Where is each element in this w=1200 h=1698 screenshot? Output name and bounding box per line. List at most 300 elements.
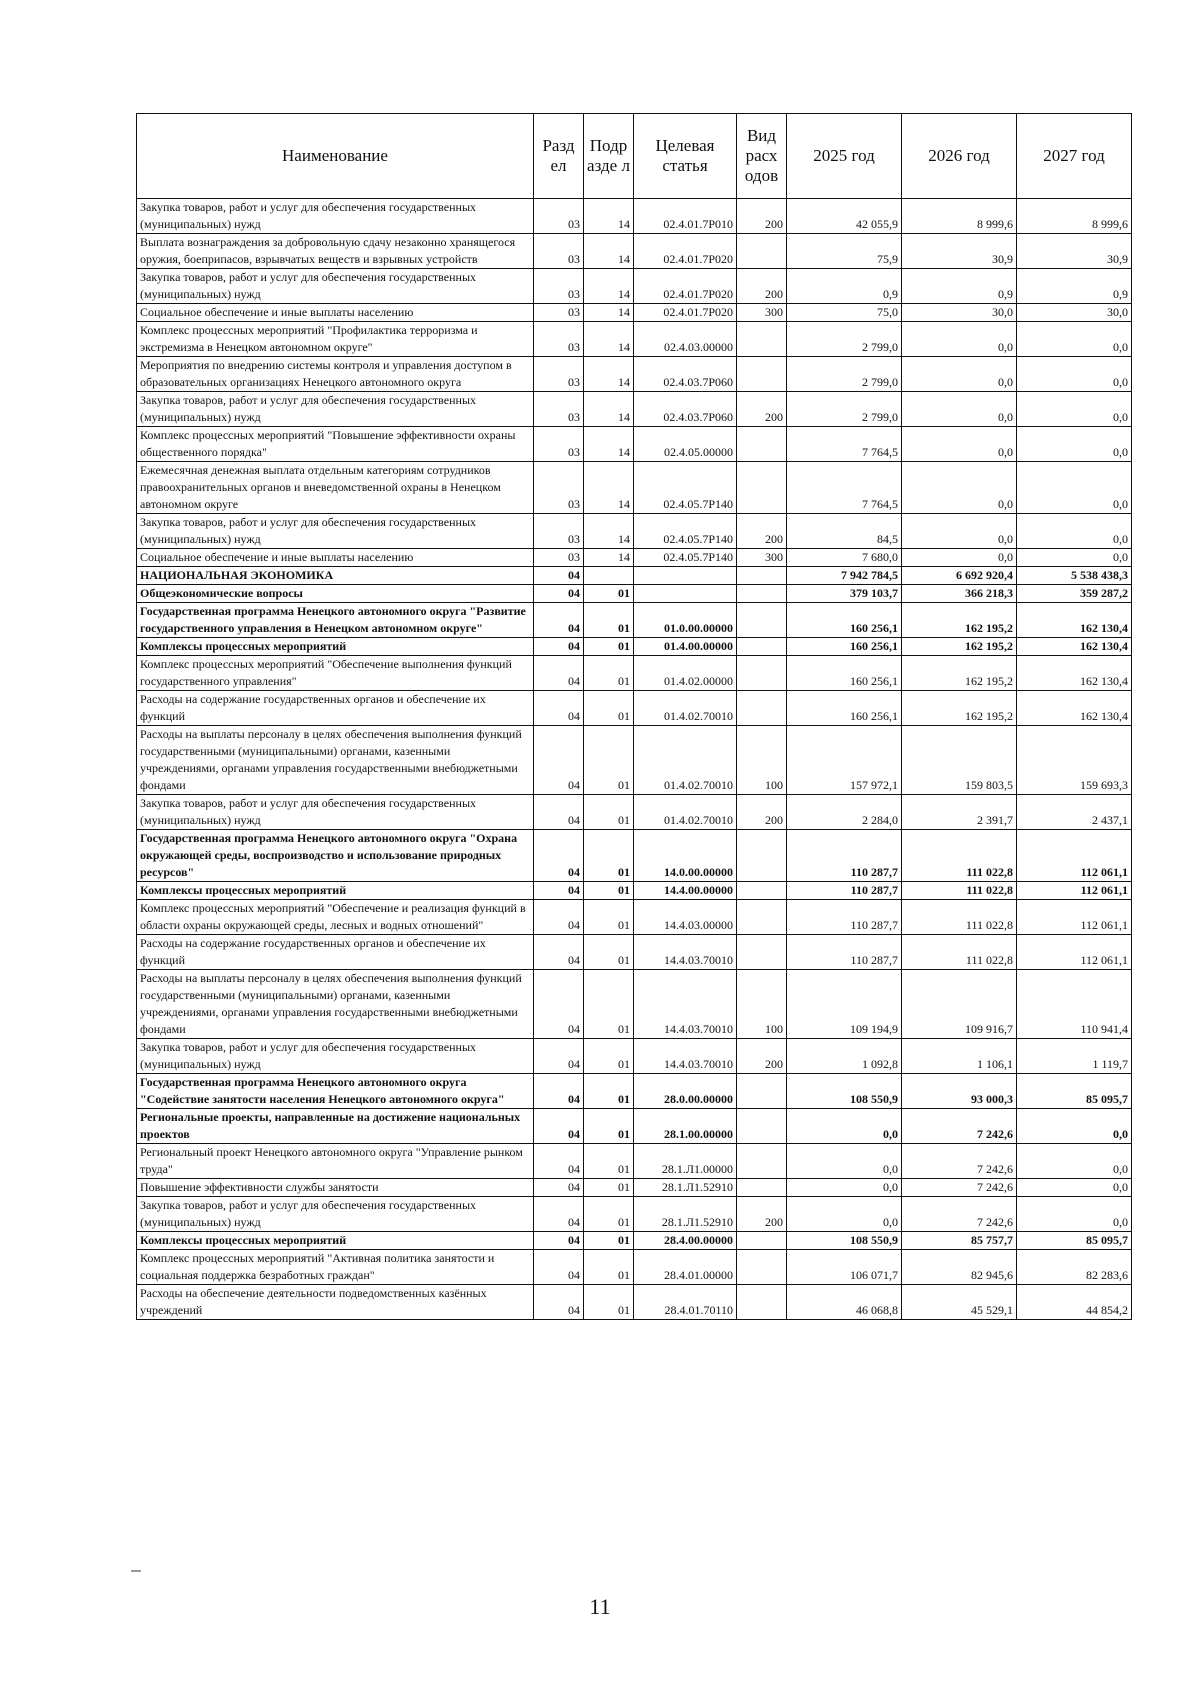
row-name: Комплекс процессных мероприятий "Повышение эффективности охраны общественного порядка" [137, 427, 534, 462]
row-name: Закупка товаров, работ и услуг для обеспечения государственных (муниципальных) нужд [137, 1039, 534, 1074]
row-value-2027: 44 854,2 [1017, 1285, 1132, 1320]
row-expense-type [737, 357, 787, 392]
row-target-article [634, 585, 737, 603]
row-razdel: 04 [534, 900, 584, 935]
row-podrazdel: 01 [584, 830, 634, 882]
row-value-2026: 45 529,1 [902, 1285, 1017, 1320]
row-target-article: 28.0.00.00000 [634, 1074, 737, 1109]
row-name: Закупка товаров, работ и услуг для обеспечения государственных (муниципальных) нужд [137, 392, 534, 427]
row-value-2026: 0,9 [902, 269, 1017, 304]
table-row [137, 1039, 1132, 1074]
header-razdel: Разд ел [534, 114, 584, 199]
row-value-2027: 85 095,7 [1017, 1074, 1132, 1109]
row-podrazdel: 14 [584, 304, 634, 322]
row-razdel: 04 [534, 1144, 584, 1179]
row-razdel: 04 [534, 1179, 584, 1197]
row-podrazdel: 01 [584, 638, 634, 656]
row-value-2025: 2 799,0 [787, 322, 902, 357]
row-razdel: 04 [534, 656, 584, 691]
row-value-2027: 110 941,4 [1017, 970, 1132, 1039]
row-value-2026: 0,0 [902, 549, 1017, 567]
row-razdel: 04 [534, 830, 584, 882]
row-name: Расходы на содержание государственных органов и обеспечение их функций [137, 691, 534, 726]
row-value-2026: 0,0 [902, 427, 1017, 462]
row-name: Закупка товаров, работ и услуг для обеспечения государственных (муниципальных) нужд [137, 795, 534, 830]
row-value-2025: 110 287,7 [787, 935, 902, 970]
row-value-2026: 7 242,6 [902, 1109, 1017, 1144]
row-name: Государственная программа Ненецкого автономного округа "Развитие государственного управления в Ненецком автономном округе" [137, 603, 534, 638]
table-row [137, 726, 1132, 795]
row-razdel: 03 [534, 392, 584, 427]
table-row [137, 638, 1132, 656]
table-row [137, 603, 1132, 638]
row-podrazdel: 01 [584, 1197, 634, 1232]
row-value-2027: 0,0 [1017, 462, 1132, 514]
row-target-article: 02.4.03.7P060 [634, 357, 737, 392]
row-name: Социальное обеспечение и иные выплаты населению [137, 549, 534, 567]
header-2026: 2026 год [902, 114, 1017, 199]
table-row [137, 1250, 1132, 1285]
row-value-2025: 0,0 [787, 1144, 902, 1179]
row-value-2026: 162 195,2 [902, 691, 1017, 726]
row-value-2025: 7 764,5 [787, 462, 902, 514]
row-expense-type [737, 322, 787, 357]
row-name: Общеэкономические вопросы [137, 585, 534, 603]
row-podrazdel: 01 [584, 726, 634, 795]
row-name: Закупка товаров, работ и услуг для обеспечения государственных (муниципальных) нужд [137, 199, 534, 234]
row-razdel: 03 [534, 514, 584, 549]
row-razdel: 03 [534, 234, 584, 269]
row-podrazdel: 01 [584, 935, 634, 970]
row-value-2025: 1 092,8 [787, 1039, 902, 1074]
row-value-2025: 7 680,0 [787, 549, 902, 567]
table-row [137, 304, 1132, 322]
scan-mark [131, 1570, 141, 1572]
row-podrazdel: 14 [584, 514, 634, 549]
row-name: Региональный проект Ненецкого автономного округа "Управление рынком труда" [137, 1144, 534, 1179]
row-name: Комплекс процессных мероприятий "Обеспечение выполнения функций государственного управления" [137, 656, 534, 691]
row-podrazdel: 01 [584, 1039, 634, 1074]
row-expense-type [737, 1074, 787, 1109]
row-expense-type: 200 [737, 392, 787, 427]
table-row [137, 656, 1132, 691]
budget-table [136, 113, 1132, 1320]
row-value-2027: 112 061,1 [1017, 900, 1132, 935]
row-podrazdel: 01 [584, 603, 634, 638]
row-expense-type: 300 [737, 549, 787, 567]
row-expense-type [737, 603, 787, 638]
row-name: Комплекс процессных мероприятий "Обеспечение и реализация функций в области охраны окружающей среды, лесных и водных отношений" [137, 900, 534, 935]
row-value-2025: 0,0 [787, 1197, 902, 1232]
row-value-2027: 30,0 [1017, 304, 1132, 322]
row-value-2027: 162 130,4 [1017, 638, 1132, 656]
row-expense-type [737, 234, 787, 269]
row-target-article: 02.4.05.00000 [634, 427, 737, 462]
row-value-2026: 366 218,3 [902, 585, 1017, 603]
row-target-article: 01.4.00.00000 [634, 638, 737, 656]
row-value-2026: 109 916,7 [902, 970, 1017, 1039]
row-expense-type [737, 691, 787, 726]
table-row [137, 585, 1132, 603]
row-expense-type [737, 585, 787, 603]
row-target-article: 02.4.03.00000 [634, 322, 737, 357]
row-value-2027: 0,0 [1017, 1109, 1132, 1144]
row-razdel: 03 [534, 462, 584, 514]
row-name: Региональные проекты, направленные на достижение национальных проектов [137, 1109, 534, 1144]
row-target-article: 14.4.03.70010 [634, 1039, 737, 1074]
row-target-article: 28.4.01.70110 [634, 1285, 737, 1320]
row-podrazdel: 01 [584, 691, 634, 726]
row-value-2026: 159 803,5 [902, 726, 1017, 795]
table-row [137, 691, 1132, 726]
row-podrazdel: 14 [584, 322, 634, 357]
row-value-2026: 82 945,6 [902, 1250, 1017, 1285]
header-podrazdel: Подр азде л [584, 114, 634, 199]
row-podrazdel: 14 [584, 199, 634, 234]
row-value-2026: 162 195,2 [902, 603, 1017, 638]
row-podrazdel: 01 [584, 1074, 634, 1109]
row-value-2026: 111 022,8 [902, 900, 1017, 935]
row-name: Расходы на содержание государственных органов и обеспечение их функций [137, 935, 534, 970]
row-podrazdel: 14 [584, 462, 634, 514]
row-podrazdel: 01 [584, 1285, 634, 1320]
row-podrazdel: 01 [584, 1232, 634, 1250]
row-expense-type: 200 [737, 1197, 787, 1232]
row-value-2026: 162 195,2 [902, 638, 1017, 656]
row-target-article: 28.4.00.00000 [634, 1232, 737, 1250]
table-row [137, 882, 1132, 900]
row-value-2025: 106 071,7 [787, 1250, 902, 1285]
row-target-article: 14.4.03.70010 [634, 970, 737, 1039]
row-target-article: 01.4.02.00000 [634, 656, 737, 691]
row-value-2026: 7 242,6 [902, 1179, 1017, 1197]
row-name: Ежемесячная денежная выплата отдельным категориям сотрудников правоохранительных органов и вневедомственной охраны в Ненецком автономном округе [137, 462, 534, 514]
table-row [137, 322, 1132, 357]
row-podrazdel: 01 [584, 1144, 634, 1179]
row-expense-type [737, 1109, 787, 1144]
table-row [137, 514, 1132, 549]
row-value-2025: 7 942 784,5 [787, 567, 902, 585]
row-value-2025: 160 256,1 [787, 656, 902, 691]
table-row [137, 900, 1132, 935]
table-row [137, 427, 1132, 462]
row-name: Государственная программа Ненецкого автономного округа "Охрана окружающей среды, воспроизводство и использование природных ресурсов" [137, 830, 534, 882]
row-expense-type: 200 [737, 199, 787, 234]
row-razdel: 03 [534, 304, 584, 322]
row-name: Закупка товаров, работ и услуг для обеспечения государственных (муниципальных) нужд [137, 514, 534, 549]
row-podrazdel: 14 [584, 234, 634, 269]
row-name: Комплексы процессных мероприятий [137, 1232, 534, 1250]
row-value-2027: 85 095,7 [1017, 1232, 1132, 1250]
row-podrazdel: 01 [584, 795, 634, 830]
row-value-2025: 2 799,0 [787, 392, 902, 427]
table-row [137, 1179, 1132, 1197]
header-2025: 2025 год [787, 114, 902, 199]
row-target-article: 02.4.01.7P020 [634, 269, 737, 304]
row-value-2027: 162 130,4 [1017, 603, 1132, 638]
row-name: Выплата вознаграждения за добровольную сдачу незаконно хранящегося оружия, боеприпасов, взрывчатых веществ и взрывных устройств [137, 234, 534, 269]
row-value-2027: 1 119,7 [1017, 1039, 1132, 1074]
row-name: Комплексы процессных мероприятий [137, 638, 534, 656]
row-expense-type: 200 [737, 269, 787, 304]
row-expense-type [737, 935, 787, 970]
row-razdel: 04 [534, 935, 584, 970]
row-razdel: 04 [534, 1197, 584, 1232]
row-razdel: 04 [534, 1285, 584, 1320]
row-target-article: 01.0.00.00000 [634, 603, 737, 638]
row-value-2027: 0,0 [1017, 514, 1132, 549]
row-value-2027: 112 061,1 [1017, 882, 1132, 900]
table-row [137, 1197, 1132, 1232]
header-name: Наименование [137, 114, 534, 199]
row-target-article: 28.1.Л1.52910 [634, 1197, 737, 1232]
row-razdel: 04 [534, 795, 584, 830]
table-row [137, 462, 1132, 514]
table-row [137, 795, 1132, 830]
row-target-article: 28.1.00.00000 [634, 1109, 737, 1144]
row-razdel: 04 [534, 638, 584, 656]
row-target-article: 01.4.02.70010 [634, 726, 737, 795]
row-expense-type [737, 1144, 787, 1179]
row-value-2027: 159 693,3 [1017, 726, 1132, 795]
row-value-2025: 46 068,8 [787, 1285, 902, 1320]
row-name: Закупка товаров, работ и услуг для обеспечения государственных (муниципальных) нужд [137, 1197, 534, 1232]
row-target-article: 14.4.00.00000 [634, 882, 737, 900]
row-expense-type [737, 882, 787, 900]
row-value-2025: 108 550,9 [787, 1232, 902, 1250]
row-razdel: 03 [534, 549, 584, 567]
row-value-2026: 6 692 920,4 [902, 567, 1017, 585]
row-target-article: 02.4.01.7P020 [634, 234, 737, 269]
row-podrazdel: 01 [584, 656, 634, 691]
row-value-2027: 5 538 438,3 [1017, 567, 1132, 585]
row-expense-type [737, 1285, 787, 1320]
row-razdel: 04 [534, 567, 584, 585]
row-value-2026: 93 000,3 [902, 1074, 1017, 1109]
row-razdel: 04 [534, 1109, 584, 1144]
row-value-2027: 0,9 [1017, 269, 1132, 304]
row-name: Повышение эффективности службы занятости [137, 1179, 534, 1197]
row-value-2026: 0,0 [902, 322, 1017, 357]
row-value-2026: 162 195,2 [902, 656, 1017, 691]
table-body [137, 199, 1132, 1320]
row-value-2025: 84,5 [787, 514, 902, 549]
row-value-2026: 0,0 [902, 462, 1017, 514]
row-value-2025: 0,0 [787, 1179, 902, 1197]
row-value-2026: 111 022,8 [902, 882, 1017, 900]
row-razdel: 04 [534, 1250, 584, 1285]
row-target-article: 28.1.Л1.00000 [634, 1144, 737, 1179]
row-value-2025: 2 284,0 [787, 795, 902, 830]
row-expense-type: 300 [737, 304, 787, 322]
row-podrazdel: 01 [584, 900, 634, 935]
row-value-2025: 42 055,9 [787, 199, 902, 234]
row-value-2026: 85 757,7 [902, 1232, 1017, 1250]
row-podrazdel: 01 [584, 970, 634, 1039]
row-value-2027: 2 437,1 [1017, 795, 1132, 830]
row-value-2026: 7 242,6 [902, 1197, 1017, 1232]
row-target-article: 02.4.01.7P020 [634, 304, 737, 322]
row-expense-type [737, 427, 787, 462]
row-target-article: 02.4.05.7P140 [634, 514, 737, 549]
row-target-article: 14.4.03.70010 [634, 935, 737, 970]
row-razdel: 03 [534, 199, 584, 234]
row-expense-type: 100 [737, 970, 787, 1039]
row-expense-type: 200 [737, 514, 787, 549]
row-value-2026: 0,0 [902, 392, 1017, 427]
row-value-2026: 111 022,8 [902, 935, 1017, 970]
header-2027: 2027 год [1017, 114, 1132, 199]
table-row [137, 1144, 1132, 1179]
row-value-2026: 7 242,6 [902, 1144, 1017, 1179]
row-expense-type [737, 1179, 787, 1197]
table-row [137, 1285, 1132, 1320]
row-value-2025: 0,0 [787, 1109, 902, 1144]
row-value-2027: 0,0 [1017, 1179, 1132, 1197]
row-target-article: 14.4.03.00000 [634, 900, 737, 935]
row-target-article: 28.1.Л1.52910 [634, 1179, 737, 1197]
row-value-2025: 109 194,9 [787, 970, 902, 1039]
row-expense-type [737, 830, 787, 882]
row-value-2025: 75,9 [787, 234, 902, 269]
row-value-2025: 0,9 [787, 269, 902, 304]
table-row [137, 199, 1132, 234]
row-value-2025: 110 287,7 [787, 882, 902, 900]
row-razdel: 03 [534, 322, 584, 357]
row-target-article: 28.4.01.00000 [634, 1250, 737, 1285]
row-value-2027: 30,9 [1017, 234, 1132, 269]
table-row [137, 830, 1132, 882]
row-value-2025: 110 287,7 [787, 830, 902, 882]
row-podrazdel: 14 [584, 427, 634, 462]
table-row [137, 1109, 1132, 1144]
row-value-2027: 0,0 [1017, 1197, 1132, 1232]
row-target-article: 14.0.00.00000 [634, 830, 737, 882]
row-podrazdel: 14 [584, 392, 634, 427]
row-expense-type: 200 [737, 795, 787, 830]
row-value-2027: 0,0 [1017, 1144, 1132, 1179]
row-expense-type [737, 1232, 787, 1250]
row-razdel: 04 [534, 691, 584, 726]
row-name: Расходы на выплаты персоналу в целях обеспечения выполнения функций государственными (муниципальными) органами, казенными учреждениями, органами управления государственными внебюджетными фондами [137, 726, 534, 795]
table-row [137, 935, 1132, 970]
row-value-2025: 157 972,1 [787, 726, 902, 795]
row-value-2027: 8 999,6 [1017, 199, 1132, 234]
row-value-2027: 82 283,6 [1017, 1250, 1132, 1285]
row-razdel: 03 [534, 427, 584, 462]
table-row [137, 234, 1132, 269]
row-value-2027: 0,0 [1017, 322, 1132, 357]
row-expense-type [737, 638, 787, 656]
row-value-2026: 30,9 [902, 234, 1017, 269]
row-value-2026: 2 391,7 [902, 795, 1017, 830]
table-row [137, 269, 1132, 304]
row-podrazdel: 01 [584, 1109, 634, 1144]
row-expense-type [737, 1250, 787, 1285]
row-name: Закупка товаров, работ и услуг для обеспечения государственных (муниципальных) нужд [137, 269, 534, 304]
row-razdel: 04 [534, 603, 584, 638]
row-value-2027: 0,0 [1017, 392, 1132, 427]
row-value-2027: 112 061,1 [1017, 935, 1132, 970]
row-podrazdel: 01 [584, 882, 634, 900]
header-target-article: Целевая статья [634, 114, 737, 199]
row-target-article: 02.4.05.7P140 [634, 462, 737, 514]
row-podrazdel: 01 [584, 1250, 634, 1285]
row-razdel: 04 [534, 1074, 584, 1109]
row-value-2027: 162 130,4 [1017, 656, 1132, 691]
row-razdel: 04 [534, 1039, 584, 1074]
row-target-article: 02.4.01.7P010 [634, 199, 737, 234]
row-name: Комплексы процессных мероприятий [137, 882, 534, 900]
row-value-2025: 108 550,9 [787, 1074, 902, 1109]
row-value-2027: 162 130,4 [1017, 691, 1132, 726]
row-value-2026: 0,0 [902, 357, 1017, 392]
row-target-article: 01.4.02.70010 [634, 795, 737, 830]
row-podrazdel: 14 [584, 269, 634, 304]
row-target-article: 02.4.03.7P060 [634, 392, 737, 427]
row-value-2025: 379 103,7 [787, 585, 902, 603]
row-razdel: 04 [534, 970, 584, 1039]
row-value-2026: 1 106,1 [902, 1039, 1017, 1074]
row-value-2027: 0,0 [1017, 427, 1132, 462]
row-expense-type [737, 462, 787, 514]
row-target-article: 01.4.02.70010 [634, 691, 737, 726]
row-expense-type [737, 567, 787, 585]
row-value-2025: 110 287,7 [787, 900, 902, 935]
row-expense-type [737, 900, 787, 935]
row-name: Комплекс процессных мероприятий "Профилактика терроризма и экстремизма в Ненецком автономном округе" [137, 322, 534, 357]
table-row [137, 549, 1132, 567]
row-name: Комплекс процессных мероприятий "Активная политика занятости и социальная поддержка безработных граждан" [137, 1250, 534, 1285]
row-value-2025: 160 256,1 [787, 638, 902, 656]
row-value-2027: 0,0 [1017, 549, 1132, 567]
row-expense-type: 100 [737, 726, 787, 795]
row-value-2027: 0,0 [1017, 357, 1132, 392]
row-value-2027: 112 061,1 [1017, 830, 1132, 882]
row-podrazdel: 14 [584, 357, 634, 392]
row-value-2026: 111 022,8 [902, 830, 1017, 882]
row-podrazdel: 01 [584, 585, 634, 603]
row-razdel: 03 [534, 269, 584, 304]
table-row [137, 357, 1132, 392]
row-expense-type [737, 656, 787, 691]
row-value-2025: 2 799,0 [787, 357, 902, 392]
table-row [137, 1074, 1132, 1109]
row-value-2025: 7 764,5 [787, 427, 902, 462]
row-value-2026: 0,0 [902, 514, 1017, 549]
header-row [137, 114, 1132, 199]
row-razdel: 04 [534, 726, 584, 795]
row-razdel: 04 [534, 1232, 584, 1250]
row-name: Социальное обеспечение и иные выплаты населению [137, 304, 534, 322]
row-name: Расходы на выплаты персоналу в целях обеспечения выполнения функций государственными (муниципальными) органами, казенными учреждениями, органами управления государственными внебюджетными фондами [137, 970, 534, 1039]
row-target-article [634, 567, 737, 585]
row-value-2025: 160 256,1 [787, 691, 902, 726]
row-expense-type: 200 [737, 1039, 787, 1074]
row-razdel: 04 [534, 882, 584, 900]
row-target-article: 02.4.05.7P140 [634, 549, 737, 567]
row-podrazdel: 01 [584, 1179, 634, 1197]
row-value-2026: 8 999,6 [902, 199, 1017, 234]
page-number: 11 [589, 1594, 611, 1619]
table-row [137, 1232, 1132, 1250]
table-row [137, 567, 1132, 585]
row-value-2025: 160 256,1 [787, 603, 902, 638]
row-value-2026: 30,0 [902, 304, 1017, 322]
row-podrazdel: 14 [584, 549, 634, 567]
row-podrazdel [584, 567, 634, 585]
row-value-2027: 359 287,2 [1017, 585, 1132, 603]
